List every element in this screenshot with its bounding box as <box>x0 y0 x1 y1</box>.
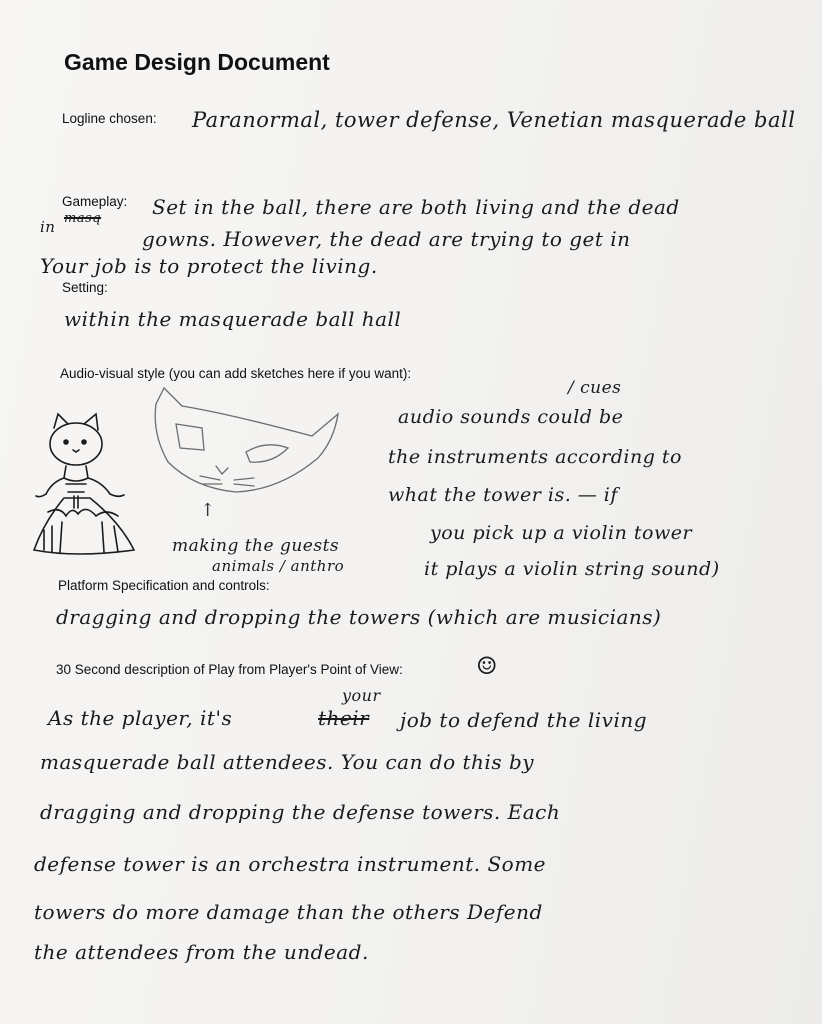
platform-label: Platform Specification and controls: <box>58 578 270 593</box>
description-line-4: defense tower is an orchestra instrument. Some <box>34 852 547 876</box>
description-line-1a: As the player, it's <box>48 706 233 730</box>
description-label: 30 Second description of Play from Player's Point of View: <box>56 662 403 677</box>
audio-visual-line-4: you pick up a violin tower <box>430 522 693 544</box>
audio-visual-line-1: audio sounds could be <box>398 406 624 428</box>
description-insert: your <box>342 686 381 705</box>
setting-text: within the masquerade ball hall <box>64 307 402 331</box>
audio-visual-line-3: what the tower is. — if <box>388 484 618 506</box>
description-line-3: dragging and dropping the defense towers. Each <box>40 800 561 824</box>
audio-visual-insert: / cues <box>568 378 622 398</box>
audio-visual-line-2: the instruments according to <box>388 446 682 468</box>
description-line-2: masquerade ball attendees. You can do this by <box>40 750 535 774</box>
gameplay-line-2: gowns. However, the dead are trying to get in <box>142 227 631 251</box>
sketch-arrow: ↑ <box>200 500 216 521</box>
gameplay-line-2-prefix: in <box>40 218 56 236</box>
setting-label: Setting: <box>62 280 108 295</box>
gameplay-label: Gameplay: <box>62 194 128 209</box>
description-struck-word: their <box>318 706 370 730</box>
gameplay-line-3: Your job is to protect the living. <box>40 254 378 278</box>
description-line-5: towers do more damage than the others Defend <box>34 900 543 924</box>
description-line-6: the attendees from the undead. <box>34 940 369 964</box>
gameplay-line-1: Set in the ball, there are both living and the dead <box>152 195 680 219</box>
audio-visual-line-5: it plays a violin string sound) <box>424 558 720 580</box>
cat-in-gown-sketch <box>26 412 144 562</box>
cat-mask-sketch <box>150 384 346 502</box>
description-line-1b: job to defend the living <box>400 708 648 732</box>
audio-visual-label: Audio-visual style (you can add sketches here if you want): <box>60 366 412 381</box>
platform-text: dragging and dropping the towers (which are musicians) <box>56 605 662 629</box>
document-title: Game Design Document <box>64 49 330 75</box>
logline-text: Paranormal, tower defense, Venetian masquerade ball <box>192 108 796 132</box>
logline-label: Logline chosen: <box>62 111 157 126</box>
sketch-note-2: animals / anthro <box>212 557 345 575</box>
smiley: ☺ <box>476 652 499 680</box>
sketch-note-1: making the guests <box>172 536 340 556</box>
gameplay-struck-word: masq <box>64 211 102 226</box>
